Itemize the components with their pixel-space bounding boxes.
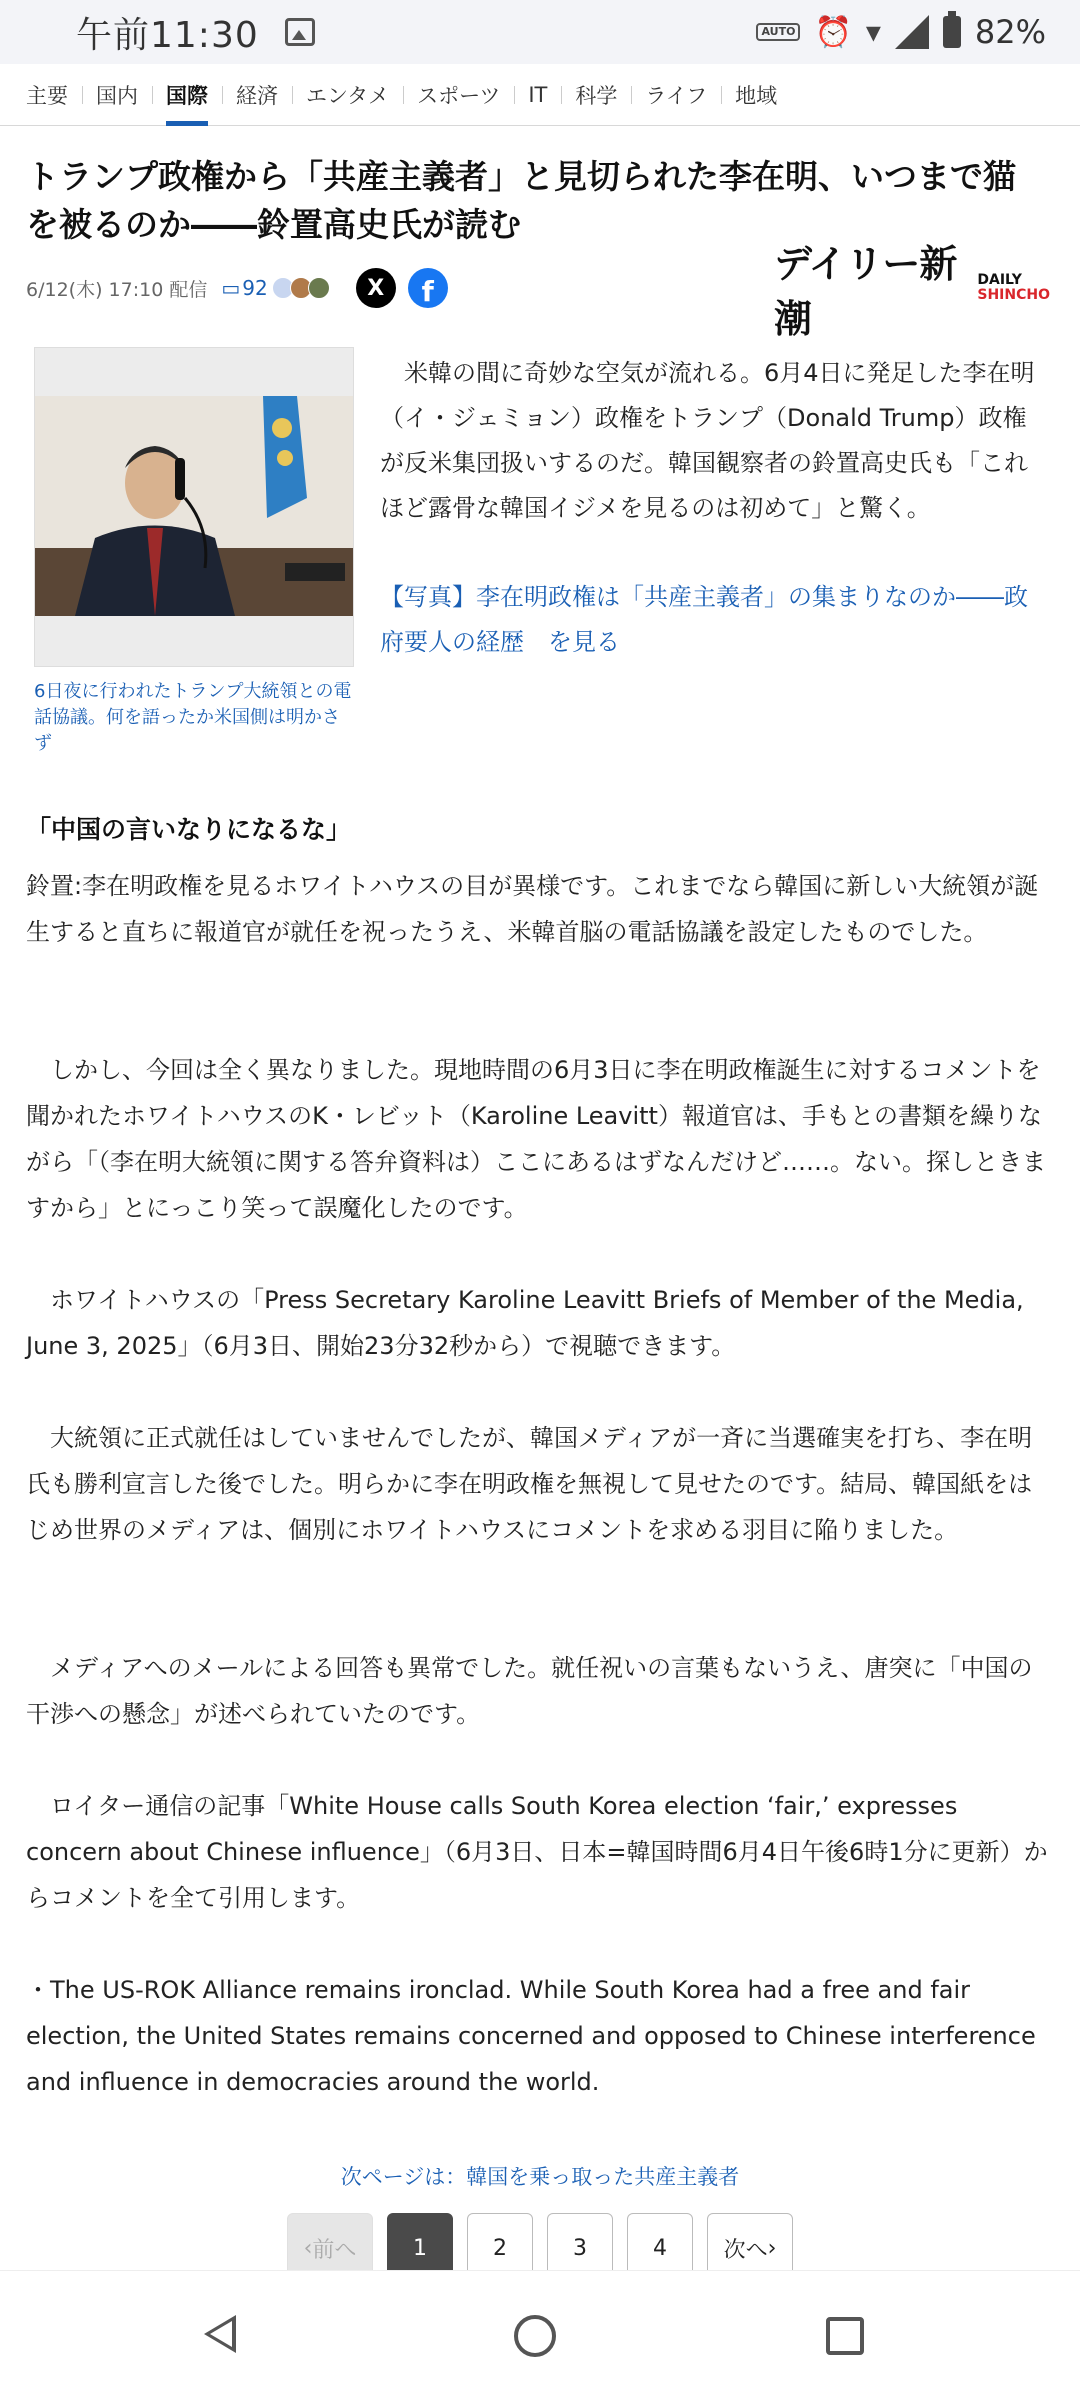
reaction-avatars[interactable]	[276, 277, 330, 299]
article-title: トランプ政権から「共産主義者」と見切られた李在明、いつまで猫を被るのか――鈴置高史氏が読む	[26, 157, 1016, 244]
battery-icon	[943, 16, 961, 48]
alarm-icon: ⏰	[814, 14, 852, 50]
page-button[interactable]: 2	[467, 2213, 533, 2270]
battery-level: 82%	[974, 13, 1046, 51]
back-icon[interactable]	[204, 2315, 236, 2353]
page-button[interactable]: 3	[547, 2213, 613, 2270]
publisher-name-en	[977, 273, 1050, 303]
tab-sports[interactable]: スポーツ	[403, 64, 514, 126]
signal-icon	[895, 15, 929, 49]
body-paragraph: ・The US-ROK Alliance remains ironclad. While South Korea had a free and fair election, the United States remains concerned and opposed to Chinese interference and influence in democracies around the world.	[26, 1976, 1036, 2096]
article	[0, 127, 1080, 2270]
prev-page-button[interactable]	[287, 2213, 373, 2270]
status-time: 午前11:30	[76, 14, 259, 56]
tab-economy[interactable]: 経済	[222, 64, 292, 126]
tab-entertainment[interactable]: エンタメ	[292, 64, 403, 126]
body-paragraph: メディアへのメールによる回答も異常でした。就任祝いの言葉もないうえ、唐突に「中国の干渉への懸念」が述べられていたのです。	[26, 1654, 1033, 1728]
category-nav	[0, 64, 1080, 126]
prev-label: 前へ	[312, 2237, 357, 2263]
recent-apps-icon[interactable]	[826, 2317, 864, 2355]
auto-brightness-icon: AUTO	[756, 23, 800, 41]
publisher-name-en-2: SHINCHO	[977, 287, 1050, 303]
tab-region[interactable]: 地域	[721, 64, 791, 126]
publisher-name: デイリー新潮	[774, 241, 957, 341]
next-page-button[interactable]	[707, 2213, 793, 2270]
publish-date: 6/12(木) 17:10 配信	[26, 278, 208, 301]
photo-caption: 6日夜に行われたトランプ大統領との電話協議。何を語ったか米国側は明かさず	[34, 681, 352, 754]
next-label: 次へ	[723, 2237, 768, 2263]
body-paragraph: ロイター通信の記事「White House calls South Korea election ‘fair,’ expresses concern about Chinese influence」（6月3日、日本=韓国時間6月4日午後6時1分に更新）からコメントを全て引用します。	[26, 1792, 1048, 1912]
system-navigation-bar	[0, 2270, 1080, 2400]
home-icon[interactable]	[514, 2315, 556, 2357]
facebook-share-button[interactable]: f	[408, 268, 448, 308]
article-photo[interactable]	[34, 347, 354, 667]
tab-it[interactable]: IT	[514, 64, 561, 126]
tab-life[interactable]: ライフ	[631, 64, 721, 126]
page-button[interactable]: 4	[627, 2213, 693, 2270]
tab-science[interactable]: 科学	[561, 64, 631, 126]
body-paragraph: しかし、今回は全く異なりました。現地時間の6月3日に李在明政権誕生に対するコメントを聞かれたホワイトハウスのK・レビット（Karoline Leavitt）報道官は、手もとの書類を繰りながら「（李在明大統領に関する答弁資料は）ここにあるはずなんだけど……。ない。探しときますから」とにっこり笑って誤魔化したのです。	[26, 1056, 1046, 1222]
article-meta	[26, 265, 448, 311]
next-page-link[interactable]: 次ページは：韓国を乗っ取った共産主義者	[340, 2165, 740, 2189]
tab-international[interactable]: 国際	[152, 64, 222, 126]
pagination	[0, 2213, 1080, 2270]
comment-icon[interactable]: ▭	[221, 276, 241, 300]
tab-domestic[interactable]: 国内	[82, 64, 152, 126]
body-paragraph: ホワイトハウスの「Press Secretary Karoline Leavitt Briefs of Member of the Media, June 3, 2025」（6月3日、開始23分32秒から）で視聴できます。	[26, 1286, 1024, 1360]
wifi-icon: ▾	[865, 14, 881, 50]
page-button[interactable]: 1	[387, 2213, 453, 2270]
chevron-left-icon: ‹	[303, 2235, 313, 2261]
article-photo-image	[35, 348, 353, 666]
photo-gallery-link[interactable]: 【写真】李在明政権は「共産主義者」の集まりなのか――政府要人の経歴 を見る	[380, 583, 1028, 656]
status-bar	[0, 0, 1080, 64]
article-lead: 米韓の間に奇妙な空気が流れる。6月4日に発足した李在明（イ・ジェミョン）政権をトランプ（Donald Trump）政権が反米集団扱いするのだ。韓国観察者の鈴置高史氏も「これほど露骨な韓国イジメを見るのは初めて」と驚く。	[380, 359, 1035, 522]
x-share-button[interactable]: X	[356, 268, 396, 308]
body-paragraph: 大統領に正式就任はしていませんでしたが、韓国メディアが一斉に当選確実を打ち、李在明氏も勝利宣言した後でした。明らかに李在明政権を無視して見せたのです。結局、韓国紙をはじめ世界のメディアは、個別にホワイトハウスにコメントを求める羽目に陥りました。	[26, 1424, 1033, 1544]
tab-main[interactable]: 主要	[26, 83, 68, 108]
status-icons	[756, 13, 1046, 51]
chevron-right-icon: ›	[767, 2235, 777, 2261]
body-paragraph: 鈴置:李在明政権を見るホワイトハウスの目が異様です。これまでなら韓国に新しい大統領が誕生すると直ちに報道官が就任を祝ったうえ、米韓首脳の電話協議を設定したものでした。	[26, 872, 1039, 946]
publisher-name-en-1: DAILY	[977, 272, 1022, 288]
section-heading: 「中国の言いなりになるな」	[26, 815, 352, 844]
comment-count[interactable]: 92	[242, 276, 268, 300]
gallery-icon	[285, 18, 315, 46]
publisher-logo[interactable]	[774, 241, 1050, 341]
reaction-avatar	[308, 277, 330, 299]
